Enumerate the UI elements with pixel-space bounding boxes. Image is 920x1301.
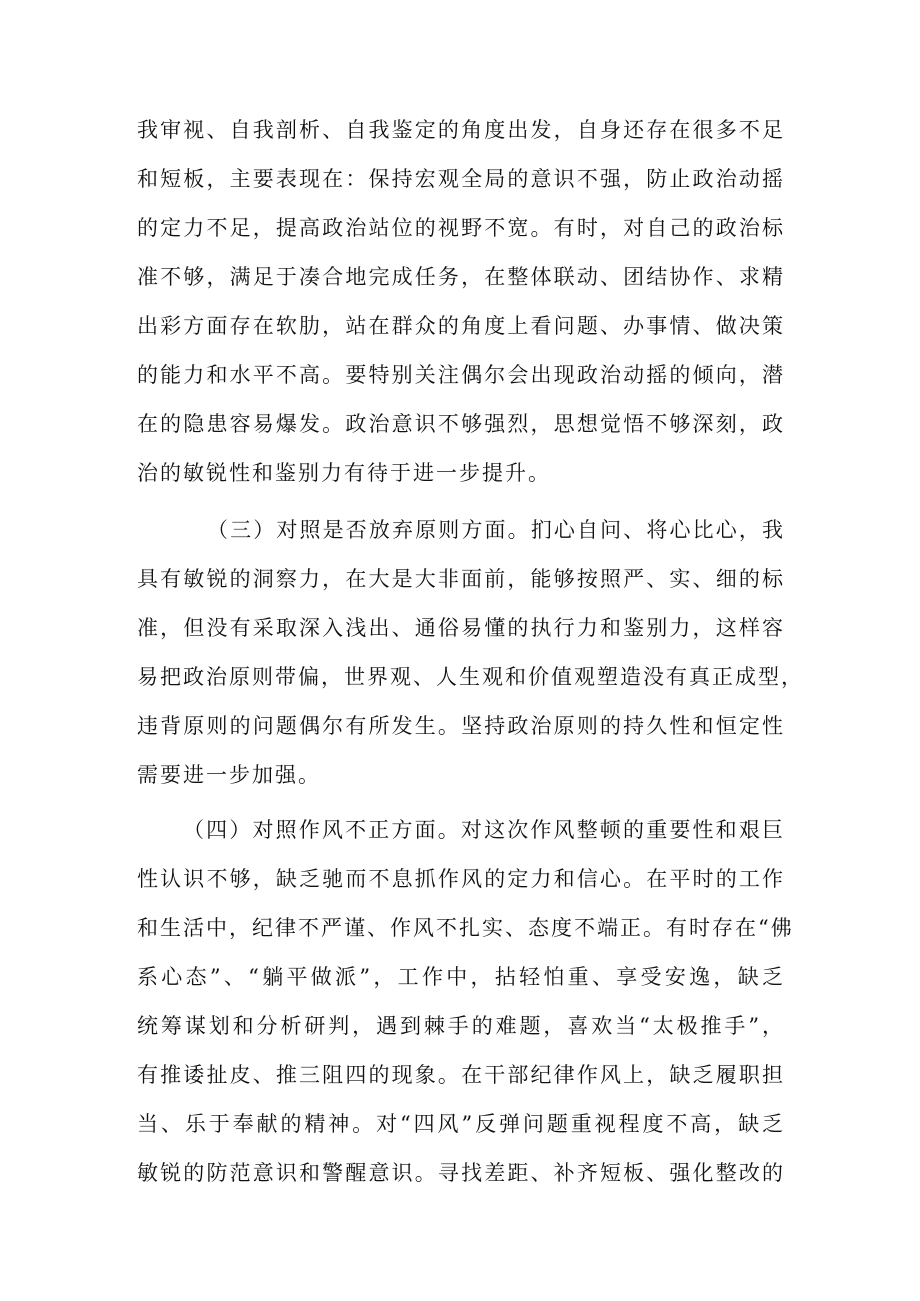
text-line: 的能力和水平不高。要特别关注偶尔会出现政治动摇的倾向，潜 xyxy=(137,363,785,387)
text-line: 我审视、自我剖析、自我鉴定的角度出发，自身还存在很多不足 xyxy=(137,118,785,142)
text-line: 有推诿扯皮、推三阻四的现象。在干部纪律作风上，缺乏履职担 xyxy=(137,1063,785,1087)
paragraph-section-four xyxy=(137,806,794,1198)
text-line: 需要进一步加强。 xyxy=(137,763,321,787)
paragraph-self-review xyxy=(137,106,785,498)
text-line: 和生活中，纪律不严谨、作风不扎实、态度不端正。有时存在“佛 xyxy=(137,916,794,940)
text-line: 系心态”、“躺平做派”，工作中，拈轻怕重、享受安逸，缺乏 xyxy=(137,965,785,989)
section-heading-line: （四）对照作风不正方面。对这次作风整顿的重要性和艰巨 xyxy=(183,818,785,842)
section-heading-line: （三）对照是否放弃原则方面。扪心自问、将心比心，我 xyxy=(207,518,785,542)
paragraph-section-three xyxy=(137,506,804,800)
text-line: 的定力不足，提高政治站位的视野不宽。有时，对自己的政治标 xyxy=(137,216,785,240)
text-line: 敏锐的防范意识和警醒意识。寻找差距、补齐短板、强化整改的 xyxy=(137,1161,785,1185)
text-line: 具有敏锐的洞察力，在大是大非面前，能够按照严、实、细的标 xyxy=(137,567,785,591)
text-line: 治的敏锐性和鉴别力有待于进一步提升。 xyxy=(137,461,551,485)
text-line: 违背原则的问题偶尔有所发生。坚持政治原则的持久性和恒定性 xyxy=(137,714,785,738)
text-line: 准不够，满足于凑合地完成任务，在整体联动、团结协作、求精 xyxy=(137,265,785,289)
text-line: 出彩方面存在软肋，站在群众的角度上看问题、办事情、做决策 xyxy=(137,314,785,338)
text-line: 当、乐于奉献的精神。对“四风”反弹问题重视程度不高，缺乏 xyxy=(137,1112,785,1136)
text-line: 准，但没有采取深入浅出、通俗易懂的执行力和鉴别力，这样容 xyxy=(137,616,785,640)
text-line: 性认识不够，缺乏驰而不息抓作风的定力和信心。在平时的工作 xyxy=(137,867,785,891)
text-line: 易把政治原则带偏，世界观、人生观和价值观塑造没有真正成型， xyxy=(137,665,804,689)
text-line: 和短板，主要表现在：保持宏观全局的意识不强，防止政治动摇 xyxy=(137,167,785,191)
text-line: 在的隐患容易爆发。政治意识不够强烈，思想觉悟不够深刻，政 xyxy=(137,412,785,436)
text-line: 统筹谋划和分析研判，遇到棘手的难题，喜欢当“太极推手”， xyxy=(137,1014,785,1038)
